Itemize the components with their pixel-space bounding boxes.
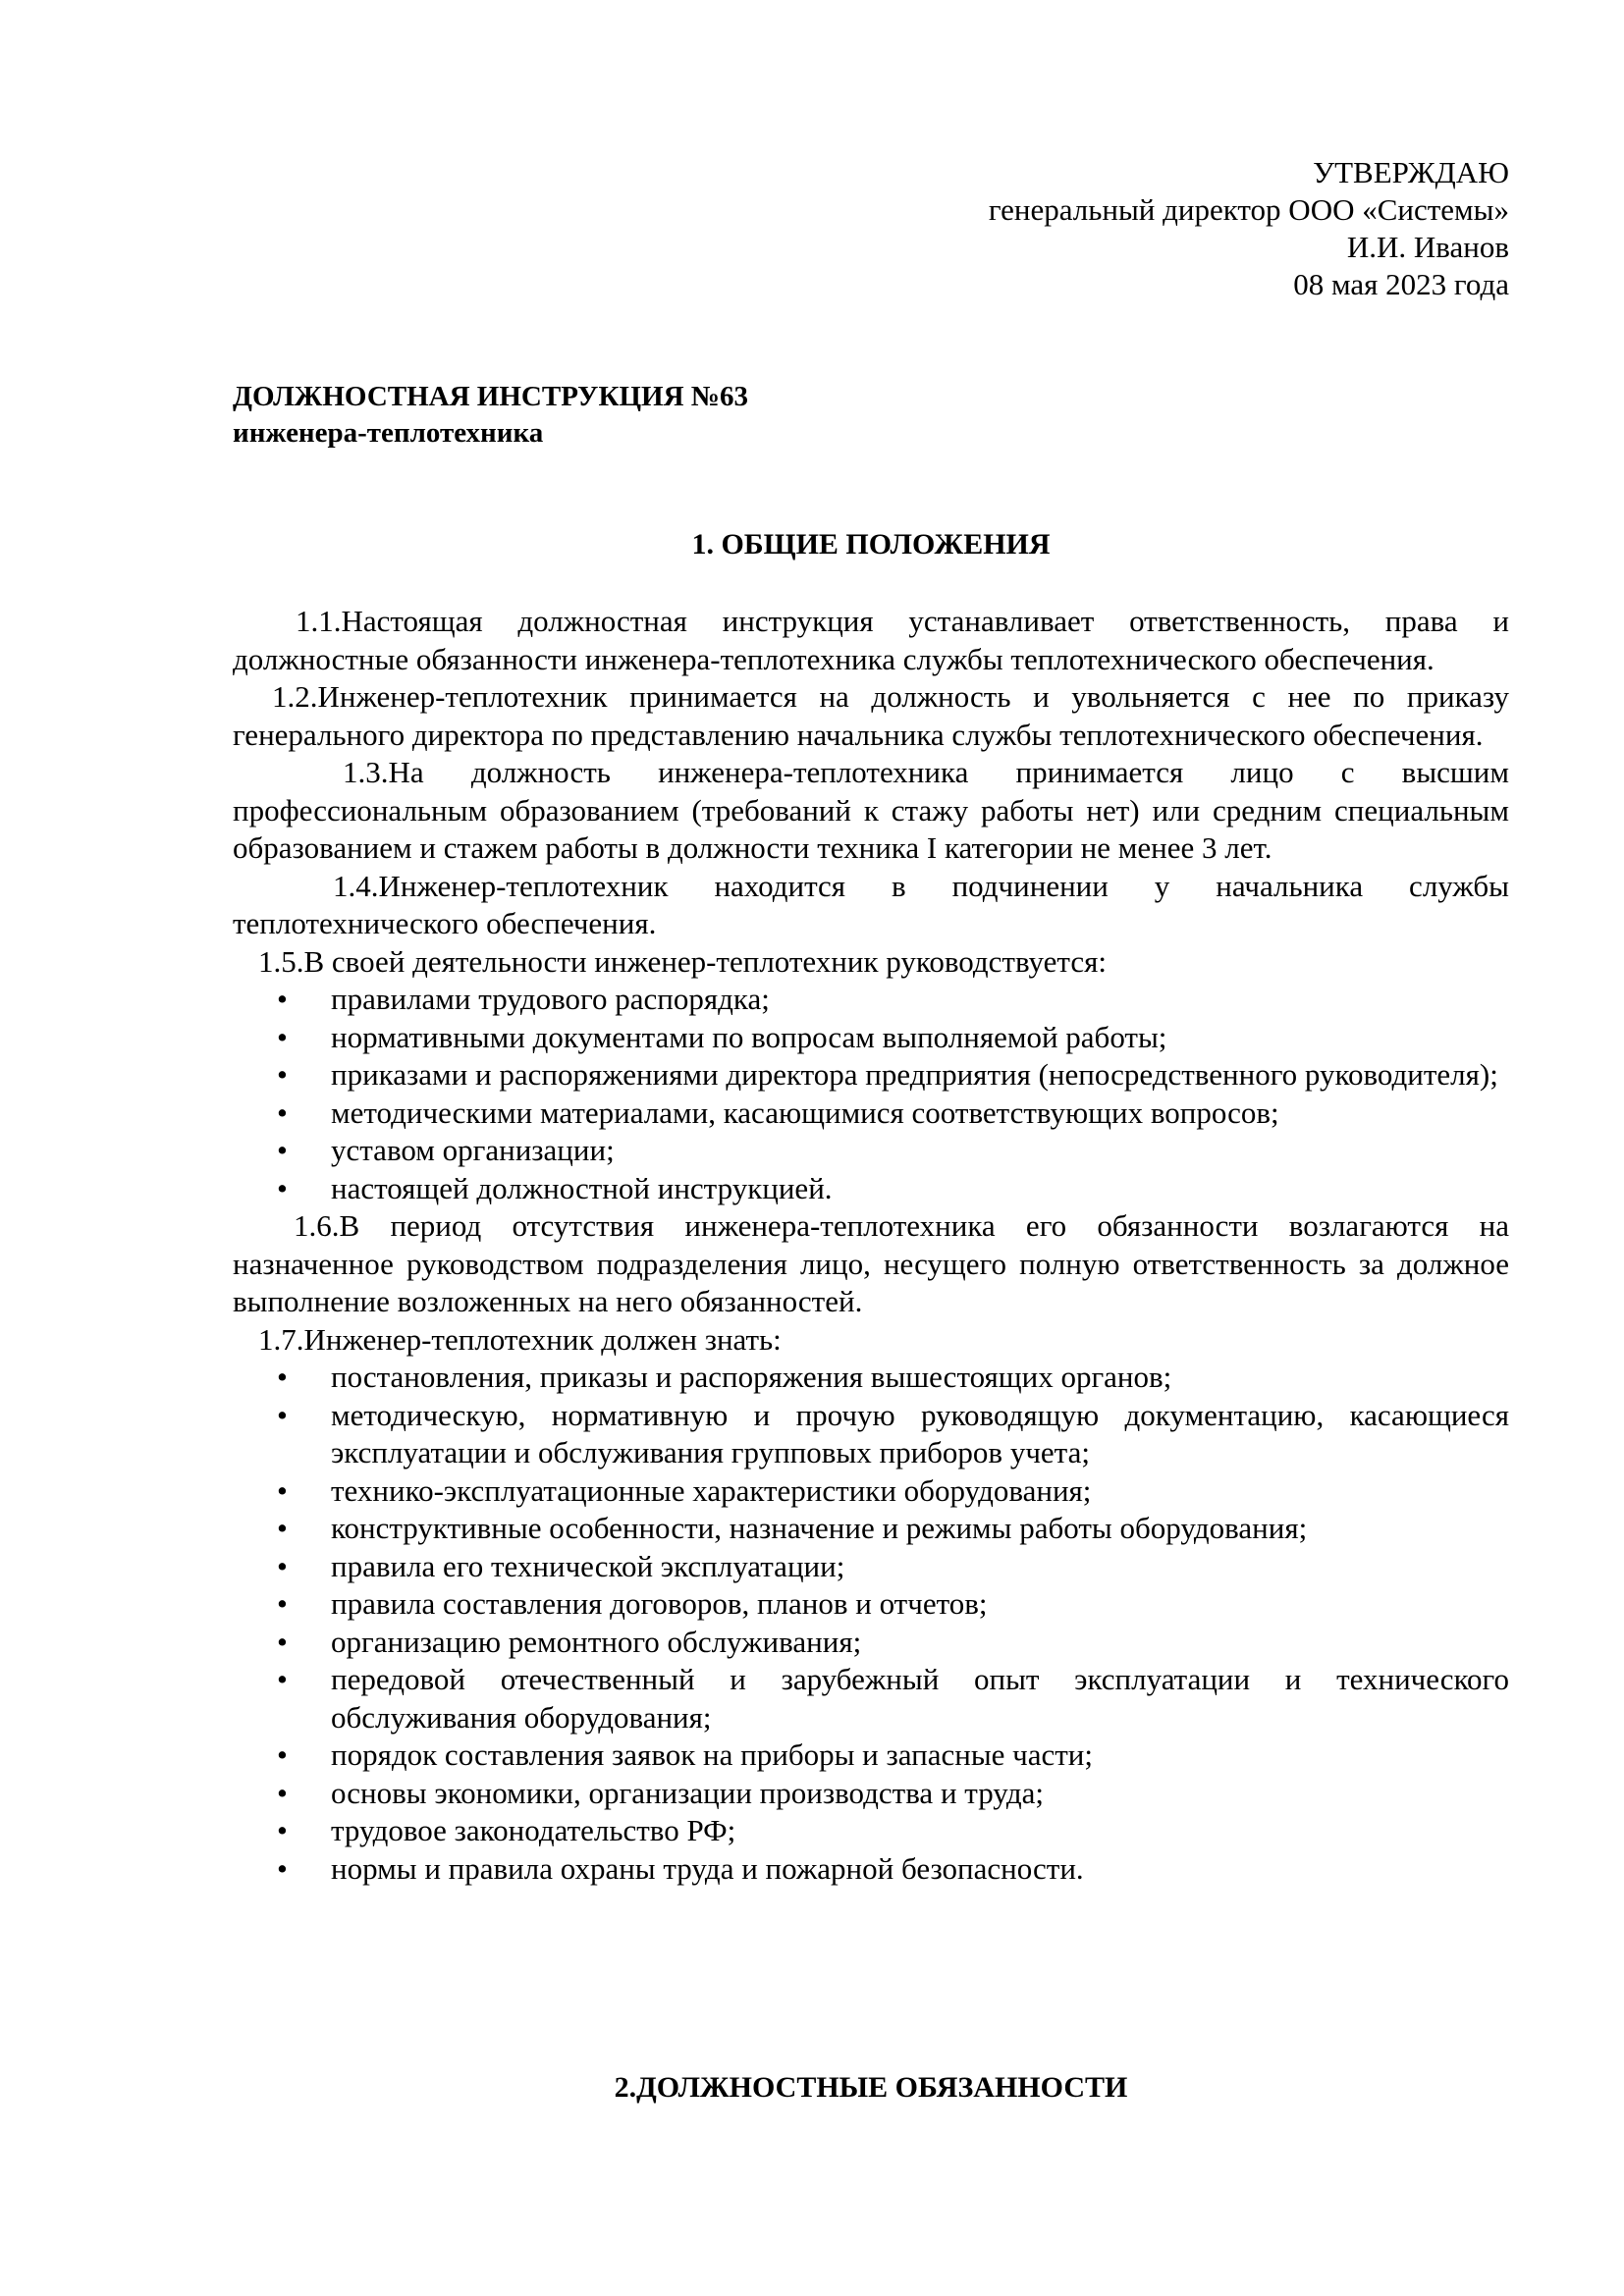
paragraph-1-7: 1.7.Инженер-теплотехник должен знать: xyxy=(258,1321,782,1357)
bullet-icon: • xyxy=(277,1095,288,1130)
bullet-icon: • xyxy=(277,1057,288,1092)
bullet-icon: • xyxy=(277,1170,288,1205)
list-1-5 xyxy=(233,981,1509,1207)
approval-name: И.И. Иванов xyxy=(1346,230,1509,264)
list-item: • приказами и распоряжениями директора предприятия (непосредственного руководителя); xyxy=(233,1056,1509,1095)
bullet-icon: • xyxy=(277,1775,288,1810)
approval-position: генеральный директор ООО «Системы» xyxy=(988,192,1509,227)
bullet-icon: • xyxy=(277,982,288,1016)
list-item: • передовой отечественный и зарубежный опыт эксплуатации и технического обслуживания оборудования; xyxy=(277,1662,1509,1735)
list-item: • правилами трудового распорядка; xyxy=(233,981,1509,1019)
paragraph-1-5: 1.5.В своей деятельности инженер-теплотехник руководствуется: xyxy=(258,943,1107,979)
paragraph-1-6: 1.6.В период отсутствия инженера-теплотехника его обязанности возлагаются на назначенное руководством подразделения лицо, несущего полную ответственность за должное выполнение возложенных на него обязанностей. xyxy=(233,1208,1509,1318)
approval-date: 08 мая 2023 года xyxy=(1293,267,1509,301)
list-item: • порядок составления заявок на приборы и запасные части; xyxy=(233,1736,1509,1775)
bullet-icon: • xyxy=(277,1511,288,1545)
list-item: • правила составления договоров, планов и отчетов; xyxy=(233,1585,1509,1624)
bullet-icon: • xyxy=(277,1360,288,1394)
list-item: • правила его технической эксплуатации; xyxy=(233,1548,1509,1586)
bullet-icon: • xyxy=(277,1624,288,1659)
list-item: • методическими материалами, касающимися соответствующих вопросов; xyxy=(233,1095,1509,1133)
list-item: • нормы и правила охраны труда и пожарной безопасности. xyxy=(233,1850,1509,1889)
section-1-body xyxy=(233,603,1509,1888)
bullet-icon: • xyxy=(277,1397,288,1432)
bullet-icon: • xyxy=(277,1019,288,1054)
bullet-icon: • xyxy=(277,1813,288,1847)
list-item: • основы экономики, организации производства и труда; xyxy=(233,1775,1509,1813)
document-title-block xyxy=(233,379,748,452)
section-1-heading: 1. ОБЩИЕ ПОЛОЖЕНИЯ xyxy=(691,528,1051,561)
list-item: • организацию ремонтного обслуживания; xyxy=(233,1624,1509,1662)
paragraph-1-4: 1.4.Инженер-теплотехник находится в подчинении у начальника службы теплотехнического обеспечения. xyxy=(233,868,1509,940)
list-item: • конструктивные особенности, назначение и режимы работы оборудования; xyxy=(233,1510,1509,1548)
paragraph-1-1: 1.1.Настоящая должностная инструкция устанавливает ответственность, права и должностные обязанности инженера-теплотехника службы теплотехнического обеспечения. xyxy=(233,604,1509,676)
bullet-icon: • xyxy=(277,1133,288,1167)
section-2-heading: 2.ДОЛЖНОСТНЫЕ ОБЯЗАННОСТИ xyxy=(614,2071,1128,2104)
bullet-icon: • xyxy=(277,1472,288,1508)
list-item: • постановления, приказы и распоряжения вышестоящих органов; xyxy=(233,1359,1509,1397)
approval-title: УТВЕРЖДАЮ xyxy=(1313,155,1509,189)
list-item: • методическую, нормативную и прочую руководящую документацию, касающиеся эксплуатации и обслуживания групповых приборов учета; xyxy=(277,1397,1509,1469)
bullet-icon: • xyxy=(277,1850,288,1886)
list-item: • настоящей должностной инструкцией. xyxy=(233,1170,1509,1208)
list-item: • трудовое законодательство РФ; xyxy=(233,1812,1509,1850)
list-item: • технико-эксплуатационные характеристики оборудования; xyxy=(233,1472,1509,1511)
document-subtitle: инженера-теплотехника xyxy=(233,417,544,449)
paragraph-1-3: 1.3.На должность инженера-теплотехника принимается лицо с высшим профессиональным образованием (требований к стажу работы нет) или средним специальным образованием и стажем работы в должности техника I категории не менее 3 лет. xyxy=(233,755,1509,865)
document-title: ДОЛЖНОСТНАЯ ИНСТРУКЦИЯ №63 xyxy=(233,381,748,412)
bullet-icon: • xyxy=(277,1586,288,1621)
paragraph-1-2: 1.2.Инженер-теплотехник принимается на должность и увольняется с нее по приказу генерального директора по представлению начальника службы теплотехнического обеспечения. xyxy=(233,679,1509,752)
list-item: • нормативными документами по вопросам выполняемой работы; xyxy=(233,1019,1509,1057)
list-item: • уставом организации; xyxy=(233,1132,1509,1170)
list-1-7 xyxy=(233,1359,1509,1888)
approval-block xyxy=(625,154,1509,303)
bullet-icon: • xyxy=(277,1662,288,1696)
bullet-icon: • xyxy=(277,1548,288,1583)
bullet-icon: • xyxy=(277,1737,288,1772)
